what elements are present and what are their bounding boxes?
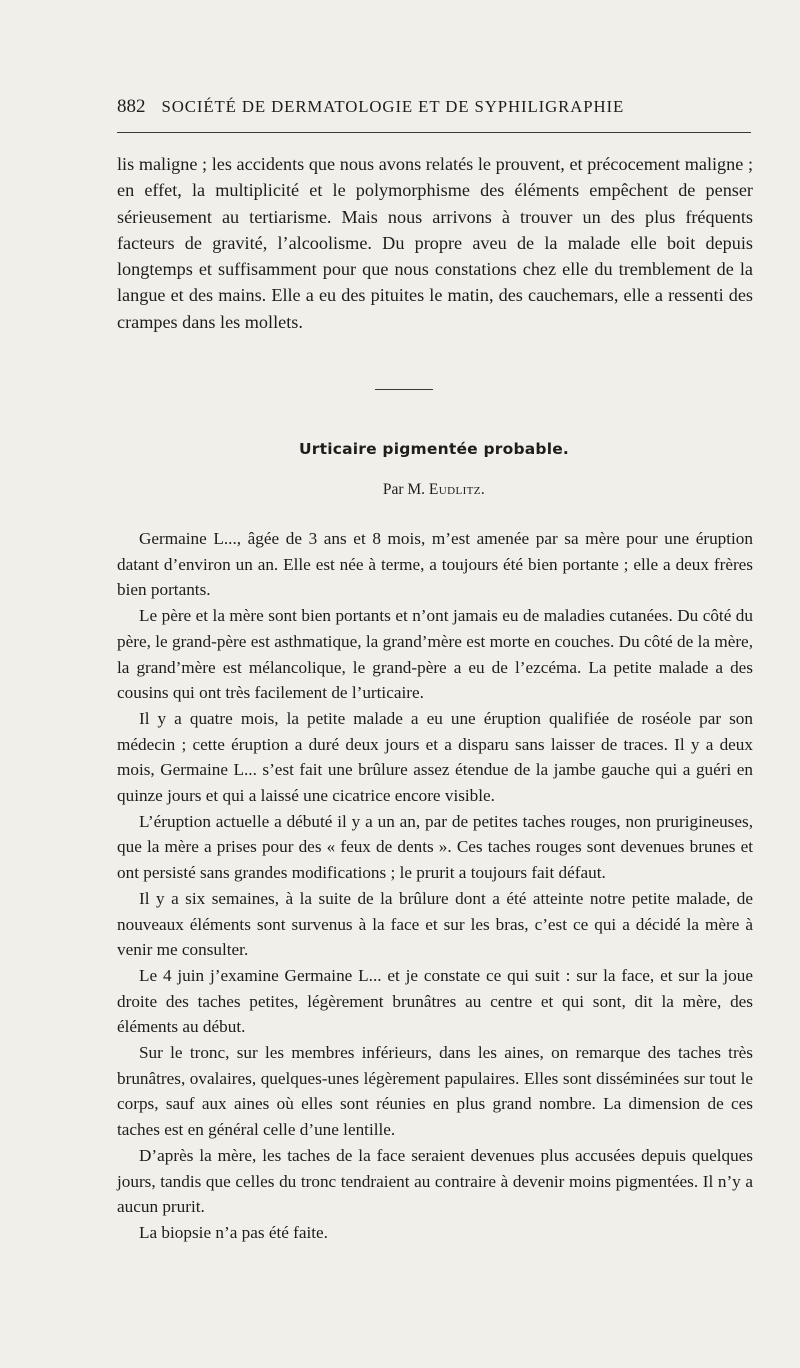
byline-author: Eudlitz.: [428, 481, 486, 498]
section-divider: [375, 389, 433, 390]
byline-prefix: Par M.: [382, 481, 426, 498]
paragraph: Sur le tronc, sur les membres inférieurs, dans les aines, on remarque des taches très brunâtres, ovalaires, quelques-unes légèrement papulaires. Elles sont disséminées sur tout le corps, sauf aux aines où elles sont réunies en plus grand nombre. La dimension de ces taches est en général celle d’une lentille.: [117, 1043, 753, 1140]
running-title: SOCIÉTÉ DE DERMATOLOGIE ET DE SYPHILIGRAPHIE: [161, 97, 625, 116]
header-rule: [117, 132, 751, 133]
paragraph: Il y a quatre mois, la petite malade a eu une éruption qualifiée de roséole par son médecin ; cette éruption a duré deux jours et a disparu sans laisser de traces. Il y a deux mois, Germaine L... s’est fait une brûlure assez étendue de la jambe gauche qui a guéri en quinze jours et qui a laissé une cicatrice encore visible.: [117, 708, 753, 806]
continued-text: [117, 151, 753, 335]
paragraph: La biopsie n’a pas été faite.: [139, 1222, 328, 1242]
page-number: 882: [117, 96, 146, 117]
article-body: [117, 526, 753, 1246]
paragraph: Le 4 juin j’examine Germaine L... et je constate ce qui suit : sur la face, et sur la joue droite des taches petites, légèrement brunâtres au centre et qui sont, dit la mère, des éléments au début.: [117, 965, 753, 1037]
running-header: [117, 96, 751, 118]
intro-paragraph: lis maligne ; les accidents que nous avons relatés le prouvent, et précocement maligne ; en effet, la multiplicité et le polymorphisme des éléments empêchent de penser sérieusement au tertiarisme. Mais nous arrivons à trouver un des plus fréquents facteurs de gravité, l’alcoolisme. Du propre aveu de la malade elle boit depuis longtemps et suffisamment pour que nous constations chez elle du tremblement de la langue et des mains. Elle a eu des pituites le matin, des cauchemars, elle a ressenti des crampes dans les mollets.: [117, 154, 753, 332]
byline: [117, 481, 751, 499]
paragraph: Le père et la mère sont bien portants et n’ont jamais eu de maladies cutanées. Du côté du père, le grand-père est asthmatique, la grand’mère est morte en couches. Du côté de la mère, la grand’mère est mélancolique, le grand-père a eu de l’ezcéma. La petite malade a des cousins qui ont très facilement de l’urticaire.: [117, 606, 753, 703]
paragraph: Germaine L..., âgée de 3 ans et 8 mois, m’est amenée par sa mère pour une éruption datant d’environ un an. Elle est née à terme, a toujours été bien portante ; elle a deux frères bien portants.: [117, 529, 753, 600]
paragraph: D’après la mère, les taches de la face seraient devenues plus accusées depuis quelques jours, tandis que celles du tronc tendraient au contraire à devenir moins pigmentées. Il n’y a aucun prurit.: [117, 1145, 753, 1217]
article-title: Urticaire pigmentée probable.: [298, 440, 570, 458]
paragraph: Il y a six semaines, à la suite de la brûlure dont a été atteinte notre petite malade, de nouveaux éléments sont survenus à la face et sur les bras, c’est ce qui a décidé la mère à venir me consulter.: [117, 888, 753, 960]
paragraph: L’éruption actuelle a débuté il y a un an, par de petites taches rouges, non prurigineuses, que la mère a prises pour des « feux de dents ». Ces taches rouges sont devenues brunes et ont persisté sans grandes modifications ; le prurit a toujours fait défaut.: [117, 811, 753, 883]
